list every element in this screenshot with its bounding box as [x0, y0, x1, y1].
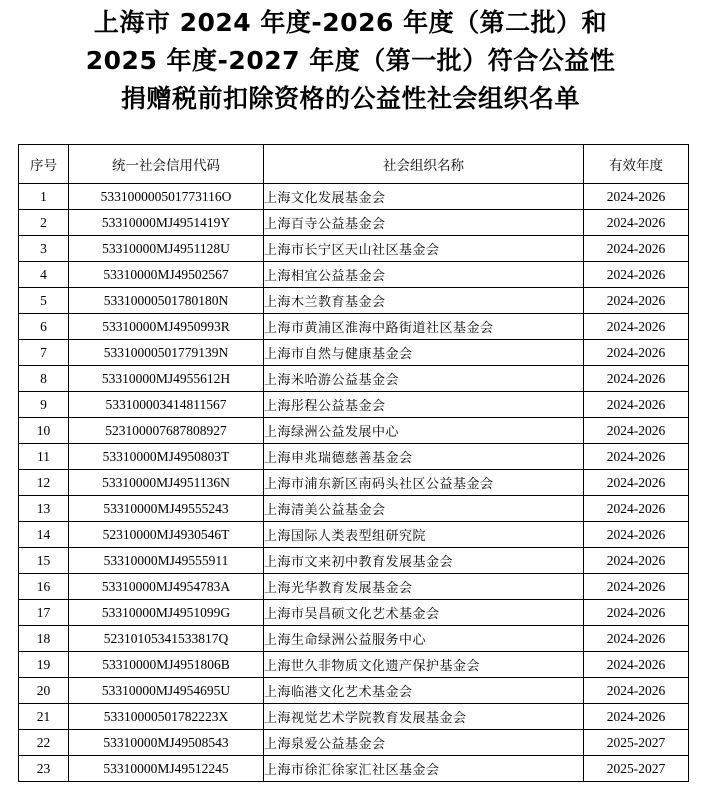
cell-no: 22: [19, 730, 69, 756]
cell-org-name: 上海申兆瑞德慈善基金会: [264, 444, 584, 470]
table-header-row: [19, 145, 689, 184]
cell-credit-code: 53310000MJ4954783A: [69, 574, 264, 600]
document-title: [0, 4, 701, 118]
table-row: [19, 340, 689, 366]
cell-valid-period: 2024-2026: [584, 210, 689, 236]
table-row: [19, 678, 689, 704]
table-row: [19, 496, 689, 522]
cell-credit-code: 53310000MJ4951136N: [69, 470, 264, 496]
cell-no: 11: [19, 444, 69, 470]
cell-org-name: 上海文化发展基金会: [264, 184, 584, 210]
table-row: [19, 366, 689, 392]
cell-no: 5: [19, 288, 69, 314]
cell-valid-period: 2024-2026: [584, 574, 689, 600]
cell-org-name: 上海清美公益基金会: [264, 496, 584, 522]
header-org-name: 社会组织名称: [264, 145, 584, 184]
table-row: [19, 262, 689, 288]
table-row: [19, 314, 689, 340]
table-row: [19, 392, 689, 418]
table-row: [19, 652, 689, 678]
cell-valid-period: 2024-2026: [584, 444, 689, 470]
cell-no: 1: [19, 184, 69, 210]
cell-valid-period: 2024-2026: [584, 236, 689, 262]
table-row: [19, 522, 689, 548]
cell-credit-code: 53310000MJ49555911: [69, 548, 264, 574]
cell-valid-period: 2024-2026: [584, 262, 689, 288]
cell-valid-period: 2024-2026: [584, 392, 689, 418]
cell-org-name: 上海市吴昌硕文化艺术基金会: [264, 600, 584, 626]
cell-org-name: 上海彤程公益基金会: [264, 392, 584, 418]
table-row: [19, 756, 689, 782]
cell-credit-code: 53310000MJ4951099G: [69, 600, 264, 626]
cell-credit-code: 53310000MJ4950803T: [69, 444, 264, 470]
cell-credit-code: 53310000MJ4950993R: [69, 314, 264, 340]
cell-valid-period: 2024-2026: [584, 678, 689, 704]
cell-org-name: 上海市自然与健康基金会: [264, 340, 584, 366]
cell-valid-period: 2024-2026: [584, 600, 689, 626]
table-row: [19, 574, 689, 600]
cell-no: 2: [19, 210, 69, 236]
cell-org-name: 上海市文来初中教育发展基金会: [264, 548, 584, 574]
cell-valid-period: 2024-2026: [584, 626, 689, 652]
header-credit-code: 统一社会信用代码: [69, 145, 264, 184]
cell-no: 12: [19, 470, 69, 496]
cell-credit-code: 53310000501779139N: [69, 340, 264, 366]
cell-credit-code: 533100003414811567: [69, 392, 264, 418]
cell-no: 20: [19, 678, 69, 704]
cell-org-name: 上海国际人类表型组研究院: [264, 522, 584, 548]
table-row: [19, 444, 689, 470]
cell-credit-code: 53310000MJ49502567: [69, 262, 264, 288]
cell-no: 14: [19, 522, 69, 548]
cell-valid-period: 2025-2027: [584, 756, 689, 782]
table-row: [19, 184, 689, 210]
cell-org-name: 上海绿洲公益发展中心: [264, 418, 584, 444]
cell-credit-code: 53310000MJ4951419Y: [69, 210, 264, 236]
cell-no: 8: [19, 366, 69, 392]
cell-no: 21: [19, 704, 69, 730]
cell-org-name: 上海市徐汇徐家汇社区基金会: [264, 756, 584, 782]
cell-org-name: 上海泉爱公益基金会: [264, 730, 584, 756]
cell-no: 4: [19, 262, 69, 288]
cell-org-name: 上海市浦东新区南码头社区公益基金会: [264, 470, 584, 496]
title-line-3: 捐赠税前扣除资格的公益性社会组织名单: [120, 84, 580, 113]
cell-valid-period: 2024-2026: [584, 418, 689, 444]
cell-credit-code: 53310000MJ4954695U: [69, 678, 264, 704]
cell-credit-code: 53310000MJ4951128U: [69, 236, 264, 262]
cell-valid-period: 2024-2026: [584, 366, 689, 392]
cell-valid-period: 2024-2026: [584, 496, 689, 522]
cell-no: 3: [19, 236, 69, 262]
cell-credit-code: 523100007687808927: [69, 418, 264, 444]
cell-credit-code: 53310000501780180N: [69, 288, 264, 314]
cell-valid-period: 2024-2026: [584, 548, 689, 574]
cell-credit-code: 52310105341533817Q: [69, 626, 264, 652]
cell-org-name: 上海世久非物质文化遗产保护基金会: [264, 652, 584, 678]
cell-org-name: 上海光华教育发展基金会: [264, 574, 584, 600]
cell-credit-code: 53310000MJ49555243: [69, 496, 264, 522]
cell-no: 17: [19, 600, 69, 626]
cell-credit-code: 53310000501782223X: [69, 704, 264, 730]
table-row: [19, 470, 689, 496]
table-row: [19, 626, 689, 652]
cell-org-name: 上海市黄浦区淮海中路街道社区基金会: [264, 314, 584, 340]
cell-org-name: 上海相宜公益基金会: [264, 262, 584, 288]
organization-table: [18, 144, 689, 782]
cell-no: 10: [19, 418, 69, 444]
cell-no: 13: [19, 496, 69, 522]
cell-credit-code: 53310000MJ49508543: [69, 730, 264, 756]
cell-credit-code: 53310000MJ4955612H: [69, 366, 264, 392]
cell-valid-period: 2025-2027: [584, 730, 689, 756]
cell-credit-code: 52310000MJ4930546T: [69, 522, 264, 548]
header-valid-period: 有效年度: [584, 145, 689, 184]
table-row: [19, 704, 689, 730]
cell-no: 19: [19, 652, 69, 678]
cell-credit-code: 533100000501773116O: [69, 184, 264, 210]
cell-valid-period: 2024-2026: [584, 340, 689, 366]
cell-valid-period: 2024-2026: [584, 184, 689, 210]
cell-valid-period: 2024-2026: [584, 704, 689, 730]
table-row: [19, 288, 689, 314]
cell-credit-code: 53310000MJ4951806B: [69, 652, 264, 678]
cell-no: 23: [19, 756, 69, 782]
cell-org-name: 上海木兰教育基金会: [264, 288, 584, 314]
cell-org-name: 上海视觉艺术学院教育发展基金会: [264, 704, 584, 730]
table-row: [19, 210, 689, 236]
cell-org-name: 上海市长宁区天山社区基金会: [264, 236, 584, 262]
cell-credit-code: 53310000MJ49512245: [69, 756, 264, 782]
cell-valid-period: 2024-2026: [584, 522, 689, 548]
cell-no: 15: [19, 548, 69, 574]
cell-org-name: 上海生命绿洲公益服务中心: [264, 626, 584, 652]
cell-no: 9: [19, 392, 69, 418]
title-line-2: 2025 年度-2027 年度（第一批）符合公益性: [85, 46, 616, 75]
table-row: [19, 236, 689, 262]
cell-valid-period: 2024-2026: [584, 288, 689, 314]
cell-no: 7: [19, 340, 69, 366]
cell-org-name: 上海临港文化艺术基金会: [264, 678, 584, 704]
cell-no: 18: [19, 626, 69, 652]
table-row: [19, 600, 689, 626]
cell-no: 6: [19, 314, 69, 340]
cell-no: 16: [19, 574, 69, 600]
table-row: [19, 730, 689, 756]
header-no: 序号: [19, 145, 69, 184]
title-line-1: 上海市 2024 年度-2026 年度（第二批）和: [93, 8, 608, 37]
cell-valid-period: 2024-2026: [584, 652, 689, 678]
table-row: [19, 548, 689, 574]
cell-valid-period: 2024-2026: [584, 314, 689, 340]
table-row: [19, 418, 689, 444]
cell-org-name: 上海百寺公益基金会: [264, 210, 584, 236]
cell-org-name: 上海米哈游公益基金会: [264, 366, 584, 392]
cell-valid-period: 2024-2026: [584, 470, 689, 496]
